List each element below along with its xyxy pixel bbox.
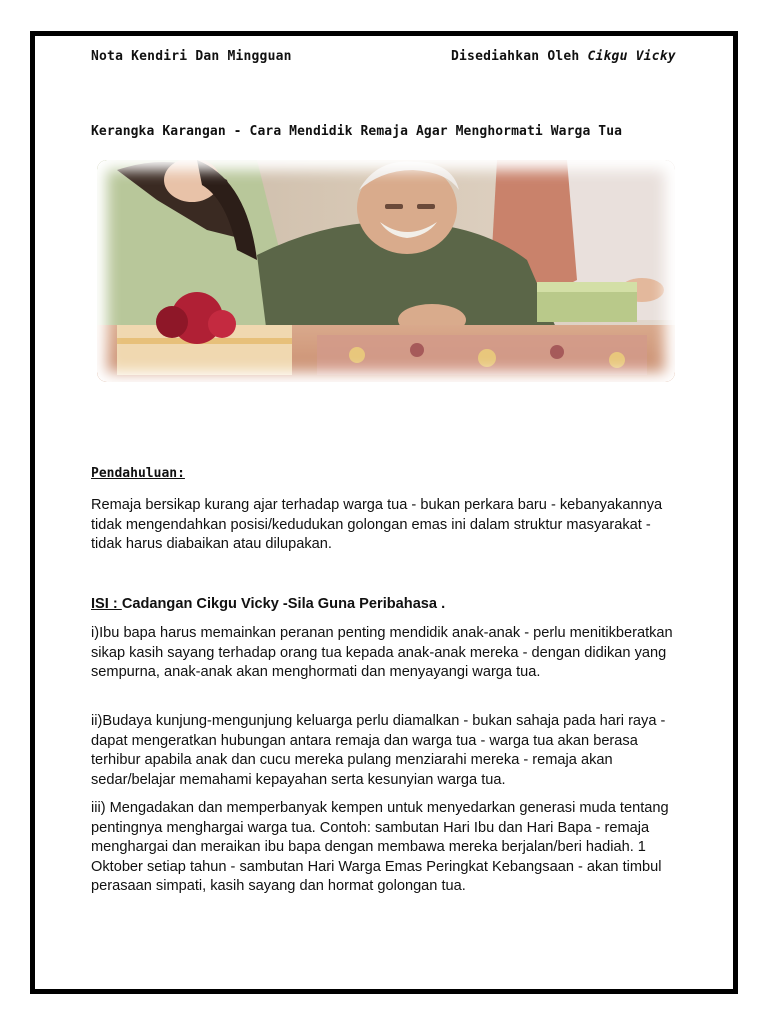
pendahuluan-heading: Pendahuluan: (91, 466, 185, 481)
isi-point-3: iii) Mengadakan dan memperbanyak kempen untuk menyedarkan generasi muda tentang pentingnya menghargai warga tua. Contoh: sambutan Hari Ibu dan Hari Bapa - remaja menghargai dan meraikan ibu bapa dengan membawa mereka berjalan/beri hadiah. 1 Oktober setiap tahun - sambutan Hari Warga Emas Peringkat Kebangsaan - akan timbul perasaan simpati, kasih sayang dan hormat golongan tua. (91, 800, 669, 895)
header-author-line (451, 49, 676, 64)
document-title: Kerangka Karangan - Cara Mendidik Remaja Agar Menghormati Warga Tua (91, 124, 623, 139)
isi-point-1: i)Ibu bapa harus memainkan peranan penting mendidik anak-anak - perlu menitikberatkan sikap kasih sayang terhadap orang tua kepada anak-anak mereka - dengan didikan yang sempurna, anak-anak akan menghormati dan menyayangi warga tua. (91, 625, 673, 681)
photo-fade-vignette (97, 160, 675, 382)
isi-text: Cadangan Cikgu Vicky -Sila Guna Peribahasa . (121, 596, 446, 612)
pendahuluan-text: Remaja bersikap kurang ajar terhadap warga tua - bukan perkara baru - kebanyakannya tidak mengendahkan posisi/kedudukan golongan emas ini dalam struktur masyarakat - tidak harus diabaikan atau dilupakan. (91, 497, 663, 553)
header-left-title: Nota Kendiri Dan Mingguan (91, 49, 292, 64)
isi-heading (91, 595, 681, 615)
isi-point-2: ii)Budaya kunjung-mengunjung keluarga perlu diamalkan - bukan sahaja pada hari raya - dapat mengeratkan hubungan antara remaja dan warga tua - warga tua akan berasa terhibur apabila anak dan cucu mereka pulang menziarahi mereka - remaja akan sedar/belajar memahami kepayahan serta kesunyian warga tua. (91, 713, 666, 788)
isi-label: ISI : (91, 596, 122, 612)
header-prefix: Disediahkan Oleh (451, 49, 588, 64)
header-author: Cikgu Vicky (587, 49, 676, 64)
photo-elderly-man-with-family (97, 160, 675, 382)
